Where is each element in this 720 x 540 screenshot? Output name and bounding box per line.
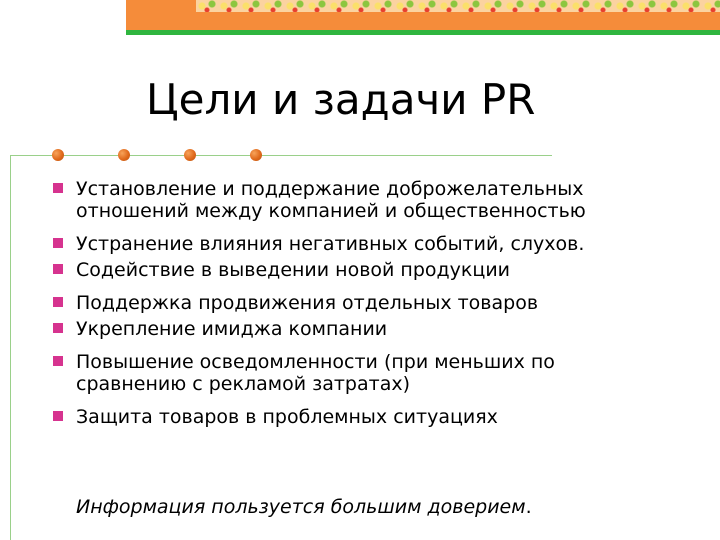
bullet-text: Защита товаров в проблемных ситуациях bbox=[76, 406, 498, 428]
square-bullet-icon bbox=[53, 411, 63, 421]
bullet-text: Укрепление имиджа компании bbox=[76, 318, 388, 340]
bullet-item-2 bbox=[48, 233, 668, 255]
vertical-rule bbox=[10, 155, 11, 540]
decor-dot-2 bbox=[118, 149, 130, 161]
horizontal-rule bbox=[10, 155, 552, 156]
decor-dot-4 bbox=[250, 149, 262, 161]
bullet-text: Поддержка продвижения отдельных товаров bbox=[76, 292, 539, 314]
slide-title: Цели и задачи PR bbox=[146, 75, 536, 124]
bullet-text: Содействие в выведении новой продукции bbox=[76, 259, 511, 281]
footer-note-italic: Информация пользуется большим доверием bbox=[76, 496, 526, 518]
bullet-text: Устранение влияния негативных событий, слухов. bbox=[76, 233, 585, 255]
bullet-item-3 bbox=[48, 259, 668, 281]
square-bullet-icon bbox=[53, 323, 63, 333]
bullet-item-6 bbox=[48, 351, 668, 395]
bullet-item-7 bbox=[48, 406, 668, 428]
bullet-text: Установление и поддержание доброжелательных отношений между компанией и общественностью bbox=[76, 178, 586, 222]
square-bullet-icon bbox=[53, 238, 63, 248]
bullet-text: Повышение осведомленности (при меньших по сравнению с рекламой затратах) bbox=[76, 351, 555, 395]
bullet-list bbox=[48, 178, 668, 439]
bullet-item-5 bbox=[48, 318, 668, 340]
bullet-item-4 bbox=[48, 292, 668, 314]
square-bullet-icon bbox=[53, 297, 63, 307]
decor-dot-3 bbox=[184, 149, 196, 161]
square-bullet-icon bbox=[53, 264, 63, 274]
square-bullet-icon bbox=[53, 356, 63, 366]
square-bullet-icon bbox=[53, 183, 63, 193]
footer-note-period: . bbox=[525, 496, 532, 518]
banner-green-line bbox=[126, 30, 720, 35]
banner-flower-pattern bbox=[196, 0, 720, 12]
decor-dot-1 bbox=[52, 149, 64, 161]
bullet-item-1 bbox=[48, 178, 668, 222]
footer-note bbox=[76, 496, 532, 518]
